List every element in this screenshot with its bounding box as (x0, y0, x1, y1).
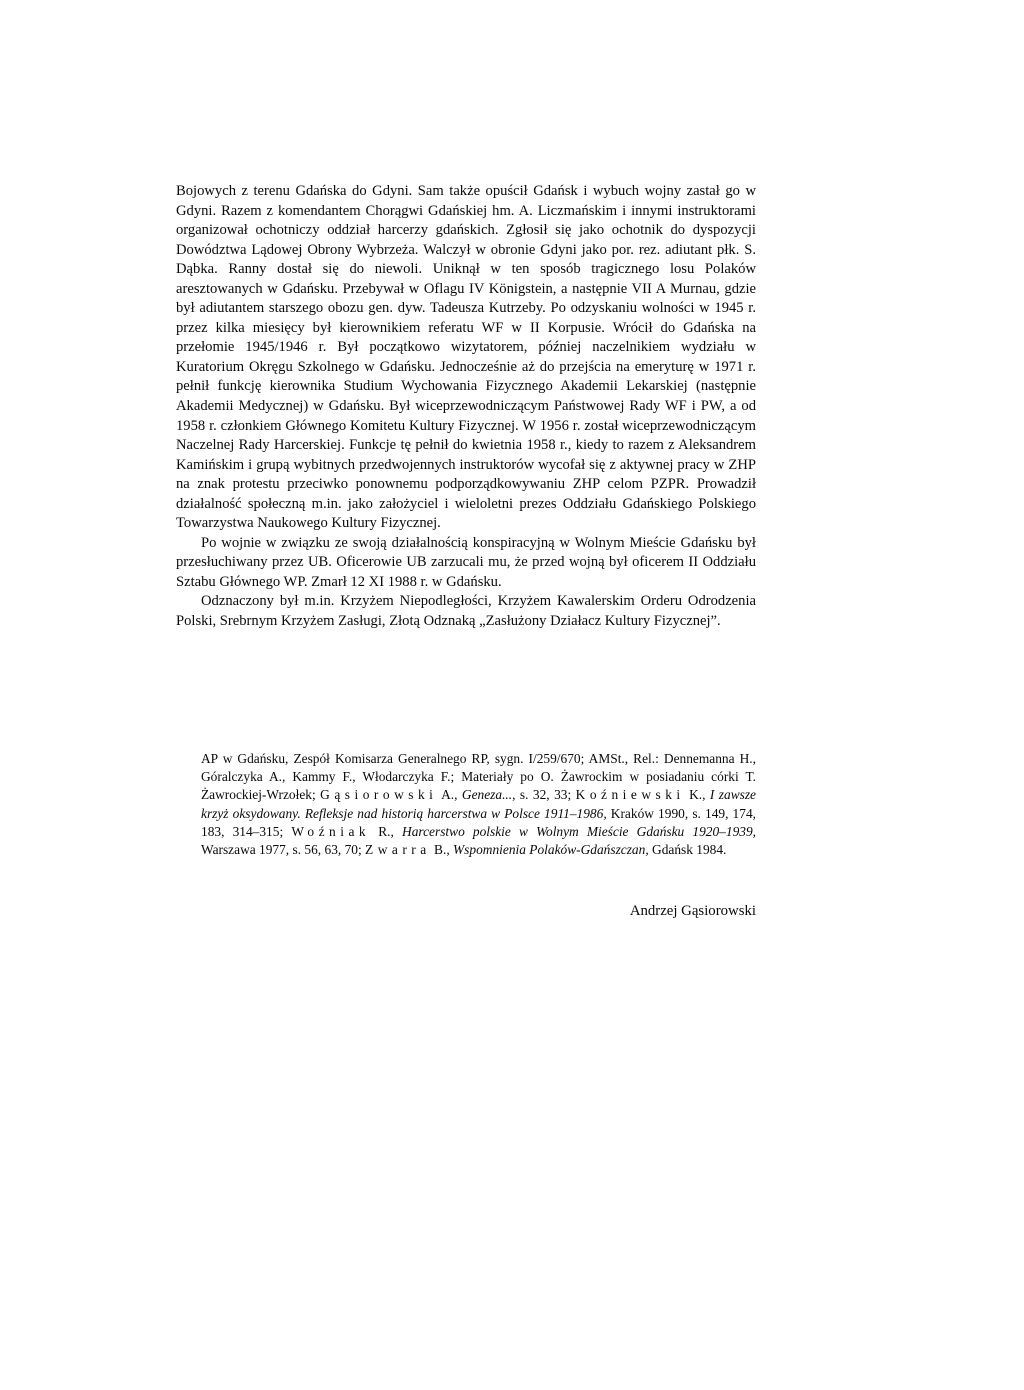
reference-text: Gdańsk 1984. (648, 842, 727, 858)
reference-text: Warszawa 1977, s. 56, 63, 70; (201, 842, 366, 858)
reference-text: AP w Gdańsku, Zespół Komisarza Generalnego RP, sygn. I/259/670; AMSt., Rel.: Dennemanna H., Góralczyka A., Kammy F., Włodarczyka F.; Materiały po O. Żawrockim w posiadaniu córki T. Żawrockiej-Wrzołek; (201, 751, 756, 803)
reference-title: Harcerstwo polskie w Wolnym Mieście Gdańsku 1920–1939, (402, 823, 757, 839)
reference-text: Kraków 1990, s. 149, 174, 183, 314–315; (201, 805, 756, 839)
reference-title: Geneza... (461, 787, 513, 803)
biography-paragraph: Bojowych z terenu Gdańska do Gdyni. Sam także opuścił Gdańsk i wybuch wojny zastał go w Gdyni. Razem z komendantem Chorągwi Gdańskiej hm. A. Liczmańskim i innymi instruktorami organizował ochotniczy oddział harcerzy gdańskich. Zgłosił się jako ochotnik do dyspozycji Dowództwa Lądowej Obrony Wybrzeża. Walczył w obronie Gdyni jako por. rez. adiutant płk. S. Dąbka. Ranny dostał się do niewoli. Uniknął w ten sposób tragicznego losu Polaków aresztowanych w Gdańsku. Przebywał w Oflagu IV Königstein, a następnie VII A Murnau, gdzie był adiutantem starszego obozu gen. dyw. Tadeusza Kutrzeby. Po odzyskaniu wolności w 1945 r. przez kilka miesięcy był kierownikiem referatu WF w II Korpusie. Wrócił do Gdańska na przełomie 1945/1946 r. Był początkowo wizytatorem, później naczelnikiem wydziału w Kuratorium Okręgu Szkolnego w Gdańsku. Jednocześnie aż do przejścia na emeryturę w 1971 r. pełnił funkcję kierownika Studium Wychowania Fizycznego Akademii Lekarskiej (następnie Akademii Medycznej) w Gdańsku. Był wiceprzewodniczącym Państwowej Rady WF i PW, a od 1958 r. członkiem Głównego Komitetu Kultury Fizycznej. W 1956 r. został wiceprzewodniczącym Naczelnej Rady Harcerskiej. Funkcje tę pełnił do kwietnia 1958 r., kiedy to razem z Aleksandrem Kamińskim i grupą wybitnych przedwojennych instruktorów wycofał się z aktywnej pracy w ZHP na znak protestu przeciwko ponownemu podporządkowywaniu ZHP celom PZPR. Prowadził działalność społeczną m.in. jako założyciel i wieloletni prezes Oddziału Gdańskiego Polskiego Towarzystwa Naukowego Kultury Fizycznej. (176, 183, 756, 532)
reference-text: B., (430, 842, 454, 858)
reference-text: R., (370, 823, 403, 839)
biography-paragraph: Po wojnie w związku ze swoją działalnością konspiracyjną w Wolnym Mieście Gdańsku był przesłuchiwany przez UB. Oficerowie UB zarzucali mu, że przed wojną był oficerem II Oddziału Sztabu Głównego WP. Zmarł 12 XI 1988 r. w Gdańsku. (176, 534, 756, 590)
reference-text: A., (437, 787, 462, 803)
references-section (176, 750, 756, 859)
references-paragraph (176, 750, 756, 859)
biography-paragraph: Odznaczony był m.in. Krzyżem Niepodległości, Krzyżem Kawalerskim Orderu Odrodzenia Polski, Srebrnym Krzyżem Zasługi, Złotą Odznaką „Zasłużony Działacz Kultury Fizycznej”. (176, 593, 756, 630)
reference-author: Zwarra (365, 842, 431, 858)
reference-text: , s. 32, 33; (512, 787, 576, 803)
reference-title: I zawsze krzyż oksydowany. Refleksje nad historią harcerstwa w Polsce 1911–1986, (201, 787, 757, 821)
reference-author: Woźniak (291, 823, 371, 839)
reference-author: Koźniewski (575, 787, 685, 803)
biography-text (176, 182, 756, 632)
reference-text: K., (684, 787, 710, 803)
reference-title: Wspomnienia Polaków-Gdańszczan, (453, 842, 649, 858)
author-signature: Andrzej Gąsiorowski (629, 903, 756, 919)
reference-author: Gąsiorowski (320, 787, 438, 803)
